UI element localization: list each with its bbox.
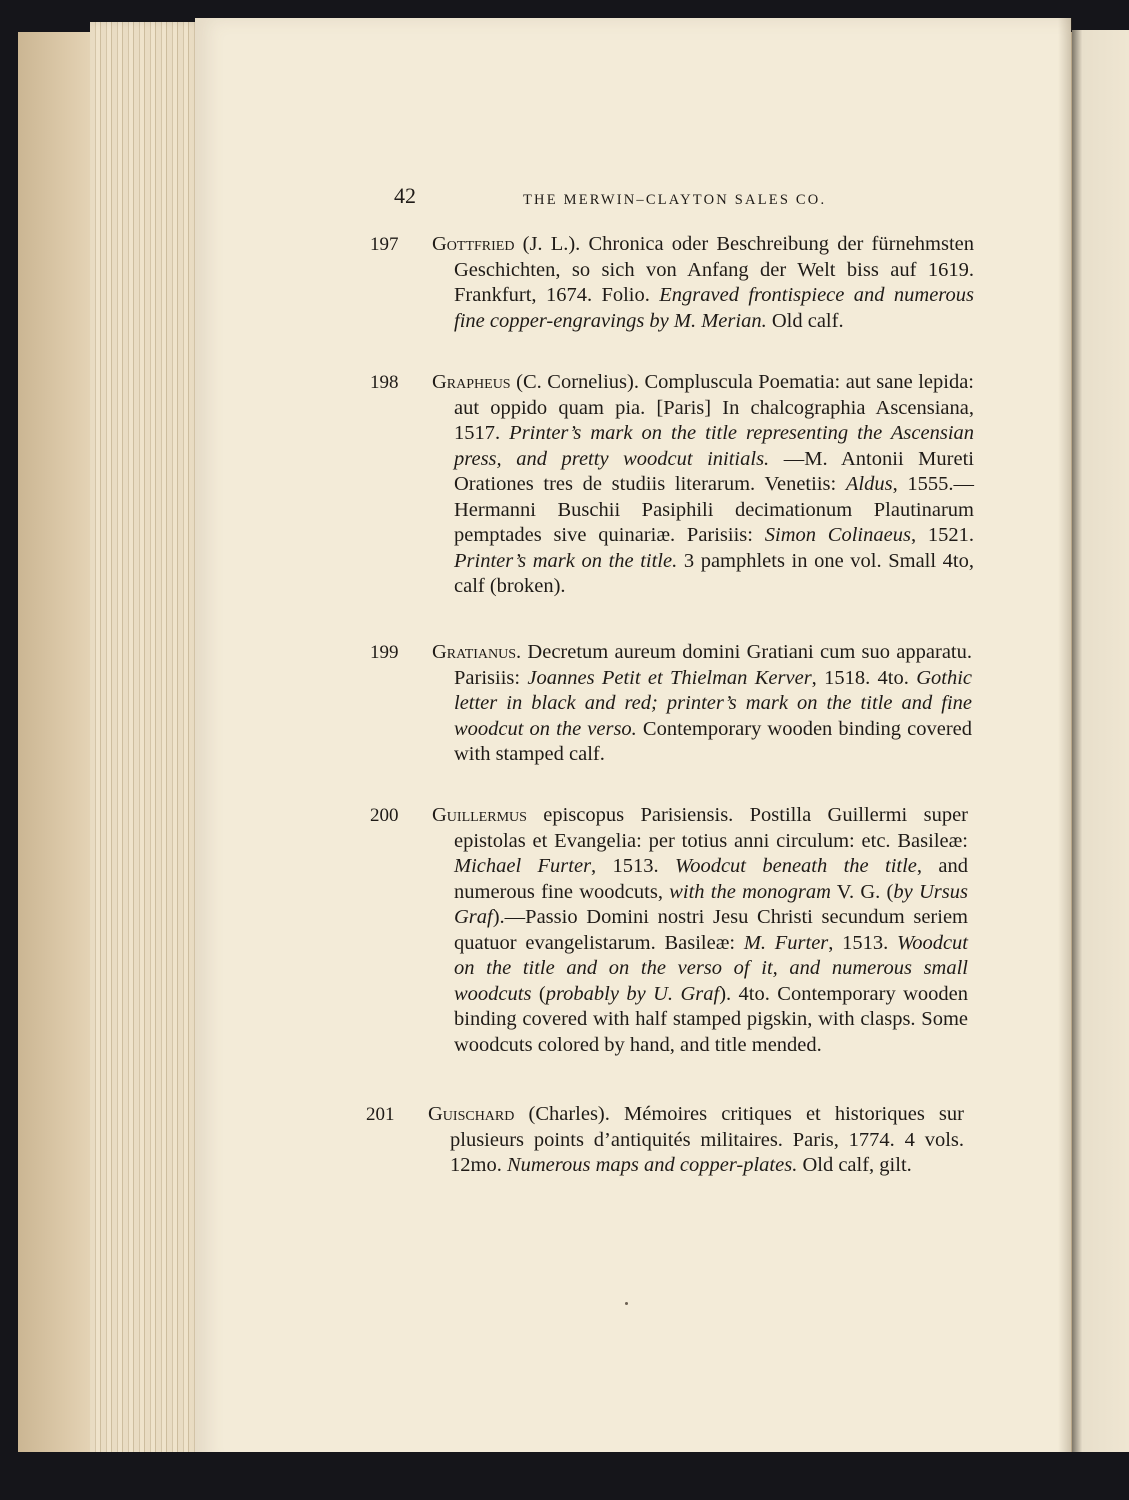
entry-italic-text: Printer’s mark on the title representing the Ascensian press, and pretty woodcut initials. <box>454 422 975 470</box>
entry-author-detail: . <box>516 641 522 663</box>
entry-italic-text: probably by U. Graf <box>545 982 720 1005</box>
catalog-entry <box>366 1102 964 1179</box>
entry-roman-text: ( <box>531 982 546 1005</box>
entry-italic-text: with the monogram <box>669 880 831 903</box>
page-edges <box>90 22 205 1467</box>
entry-roman-text: , 1513. <box>828 931 898 954</box>
paper-speck <box>625 1302 628 1305</box>
lot-number: 199 <box>370 642 399 663</box>
entry-roman-text: Old calf, gilt. <box>797 1154 912 1176</box>
entry-author: Grapheus <box>432 371 511 393</box>
entry-italic-text: Gothic letter in black and red; printer’s mark on the title and fine woodcut on the verso. <box>454 666 972 740</box>
entry-author: Gratianus <box>432 641 517 663</box>
entry-author: Guischard <box>428 1103 515 1125</box>
entry-text <box>432 803 968 1058</box>
entry-italic-text: M. Furter <box>743 931 829 954</box>
entry-author-detail: (C. Cornelius). <box>510 371 639 393</box>
entry-roman-text: Decretum aureum domini Gratiani cum suo apparatu. Parisiis: <box>454 641 972 689</box>
catalog-entry <box>370 232 975 334</box>
entry-roman-text: , and numerous fine woodcuts, <box>454 855 968 903</box>
entry-roman-text: Compluscula Poematia: aut sane lepida: aut oppido quam pia. [Paris] In chalcographia Ascensiana, 1517. <box>454 371 974 444</box>
entry-roman-text: V. G. ( <box>830 880 894 903</box>
entry-roman-text: Mémoires critiques et historiques sur plusieurs points d’antiquités militaires. Paris, 1774. 4 vols. 12mo. <box>450 1103 964 1176</box>
entry-italic-text: Woodcut beneath the title <box>675 855 917 877</box>
entry-italic-text: Simon Colinaeus <box>764 524 911 546</box>
entry-author: Gottfried <box>432 233 515 255</box>
lot-number: 200 <box>370 805 399 826</box>
entry-author: Guillermus <box>432 804 527 826</box>
entry-roman-text: ).—Passio Domini nostri Jesu Christi secundum seriem quatuor evangelistarum. Basileæ: <box>454 906 968 954</box>
entry-text <box>428 1102 964 1179</box>
entry-roman-text: , 1555.—Hermanni Buschii Pasiphili decimationum Plautinarum pemptades sive quinariæ. Parisiis: <box>454 473 975 546</box>
lot-number: 201 <box>366 1104 395 1125</box>
entry-text <box>432 640 972 768</box>
entry-italic-text: by Ursus Graf <box>454 880 968 928</box>
entry-text <box>432 232 974 334</box>
entry-roman-text: , 1518. 4to. <box>811 666 917 689</box>
entry-roman-text: Chronica oder Beschreibung der fürnehmsten Geschichten, so sich von Anfang der Welt biss auf 1619. Frankfurt, 1674. Folio. <box>454 233 975 306</box>
entry-text <box>432 370 974 600</box>
page-number: 42 <box>394 183 416 208</box>
entry-italic-text: Woodcut on the title and on the verso of it, and numerous small woodcuts <box>454 931 969 1005</box>
entry-italic-text: Numerous maps and copper-plates. <box>506 1154 798 1176</box>
catalog-entry <box>370 640 972 768</box>
catalog-entry <box>370 803 969 1058</box>
entry-roman-text: Old calf. <box>766 309 844 332</box>
entry-italic-text: Joannes Petit et Thielman Kerver <box>527 666 812 689</box>
page-gutter-shadow <box>1058 18 1072 1470</box>
entry-roman-text: 3 pamphlets in one vol. Small 4to, calf (broken). <box>454 549 974 597</box>
entry-italic-text: Printer’s mark on the title. <box>454 549 678 572</box>
catalog-entry <box>370 370 975 600</box>
scan-bottom-edge <box>18 1452 1129 1500</box>
entry-author-detail: (J. L.). <box>514 233 581 255</box>
book-cover-edge <box>18 32 98 1452</box>
entry-roman-text: episcopus Parisiensis. Postilla Guillermi super epistolas et Evangelia: per totius anni circulum: etc. Basileæ: <box>454 804 968 852</box>
lot-number: 198 <box>370 372 399 393</box>
entry-italic-text: Michael Furter <box>454 855 592 877</box>
lot-number: 197 <box>370 234 399 255</box>
entry-author-detail: (Charles). <box>514 1103 610 1125</box>
entry-italic-text: Aldus <box>845 473 893 495</box>
entry-roman-text: , 1521. <box>910 524 974 546</box>
running-head: THE MERWIN–CLAYTON SALES CO. <box>523 192 827 208</box>
entry-roman-text: —M. Antonii Mureti Orationes tres de studiis literarum. Venetiis: <box>454 447 974 495</box>
entry-roman-text: ). 4to. Contemporary wooden binding covered with half stamped pigskin, with clasps. Some woodcuts colored by hand, and title mended. <box>454 982 968 1056</box>
entry-roman-text: Contemporary wooden binding covered with stamped calf. <box>454 717 972 765</box>
facing-page-sliver <box>1072 30 1129 1470</box>
entry-italic-text: Engraved frontispiece and numerous fine copper-engravings by M. Merian. <box>454 284 974 332</box>
entry-roman-text: , 1513. <box>591 855 676 877</box>
